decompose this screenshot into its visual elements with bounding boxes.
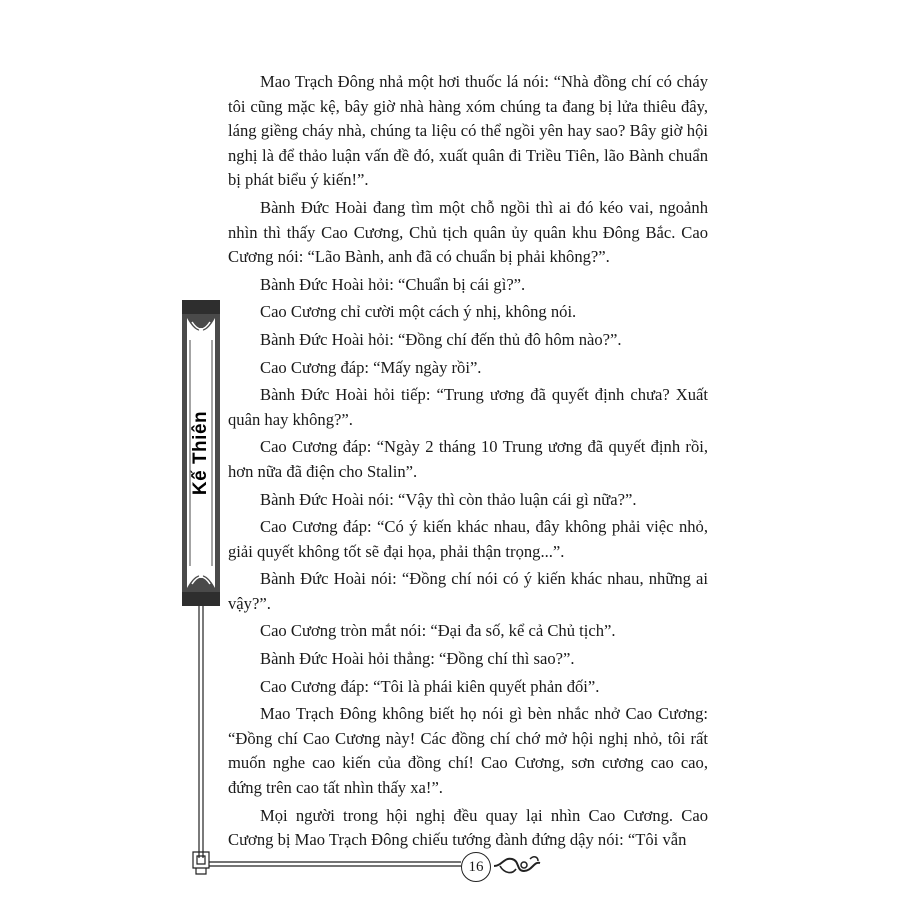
paragraph: Mao Trạch Đông nhả một hơi thuốc lá nói: “Nhà đồng chí có cháy tôi cũng mặc kệ, bây giờ nhà hàng xóm chúng ta đang bị lửa thiêu đây, láng giềng cháy nhà, chúng ta liệu có thể ngồi yên hay sao? Bây giờ hội nghị là để thảo luận vấn đề đó, xuất quân đi Triều Tiên, lão Bành chuẩn bị phát biểu ý kiến!”.	[228, 72, 708, 190]
paragraph: Bành Đức Hoài nói: “Vậy thì còn thảo luận cái gì nữa?”.	[260, 489, 637, 509]
paragraph: Cao Cương đáp: “Có ý kiến khác nhau, đây không phải việc nhỏ, giải quyết không tốt sẽ đại họa, phải thận trọng...”.	[228, 517, 708, 561]
paragraph: Bành Đức Hoài đang tìm một chỗ ngồi thì ai đó kéo vai, ngoảnh nhìn thì thấy Cao Cương, Chủ tịch quân ủy quân khu Đông Bắc. Cao Cương nói: “Lão Bành, anh đã có chuẩn bị phải không?”.	[228, 197, 708, 267]
paragraph: Cao Cương đáp: “Mấy ngày rồi”.	[260, 357, 482, 377]
page-number	[461, 852, 491, 882]
page-number-text: 16	[468, 858, 484, 875]
body-text	[228, 70, 708, 856]
side-title-text: Kế Thiên	[190, 410, 212, 496]
paragraph: Bành Đức Hoài nói: “Đồng chí nói có ý kiến khác nhau, những ai vậy?”.	[228, 569, 708, 613]
paragraph: Bành Đức Hoài hỏi: “Đồng chí đến thủ đô hôm nào?”.	[260, 329, 622, 349]
paragraph: Bành Đức Hoài hỏi tiếp: “Trung ương đã quyết định chưa? Xuất quân hay không?”.	[228, 385, 708, 429]
paragraph: Cao Cương đáp: “Ngày 2 tháng 10 Trung ương đã quyết định rồi, hơn nữa đã điện cho Stalin”.	[228, 437, 708, 481]
paragraph: Bành Đức Hoài hỏi: “Chuẩn bị cái gì?”.	[260, 274, 526, 294]
paragraph: Mao Trạch Đông không biết họ nói gì bèn nhắc nhở Cao Cương: “Đồng chí Cao Cương này! Các đồng chí chớ mở hội nghị nhỏ, tôi rất muốn nghe cao kiến của đồng chí! Cao Cương, sơn cương cao cao, đứng trên cao tất nhìn thấy xa!”.	[228, 704, 708, 798]
flourish-ornament-icon	[494, 853, 542, 879]
paragraph: Bành Đức Hoài hỏi thẳng: “Đồng chí thì sao?”.	[260, 649, 575, 669]
side-title-container	[182, 300, 220, 606]
paragraph: Cao Cương chỉ cười một cách ý nhị, không nói.	[260, 302, 577, 322]
paragraph: Cao Cương tròn mắt nói: “Đại đa số, kể cả Chủ tịch”.	[260, 621, 616, 641]
paragraph: Cao Cương đáp: “Tôi là phái kiên quyết phản đối”.	[260, 676, 600, 696]
paragraph: Mọi người trong hội nghị đều quay lại nhìn Cao Cương. Cao Cương bị Mao Trạch Đông chiếu tướng đành đứng dậy nói: “Tôi vẫn	[228, 805, 708, 850]
